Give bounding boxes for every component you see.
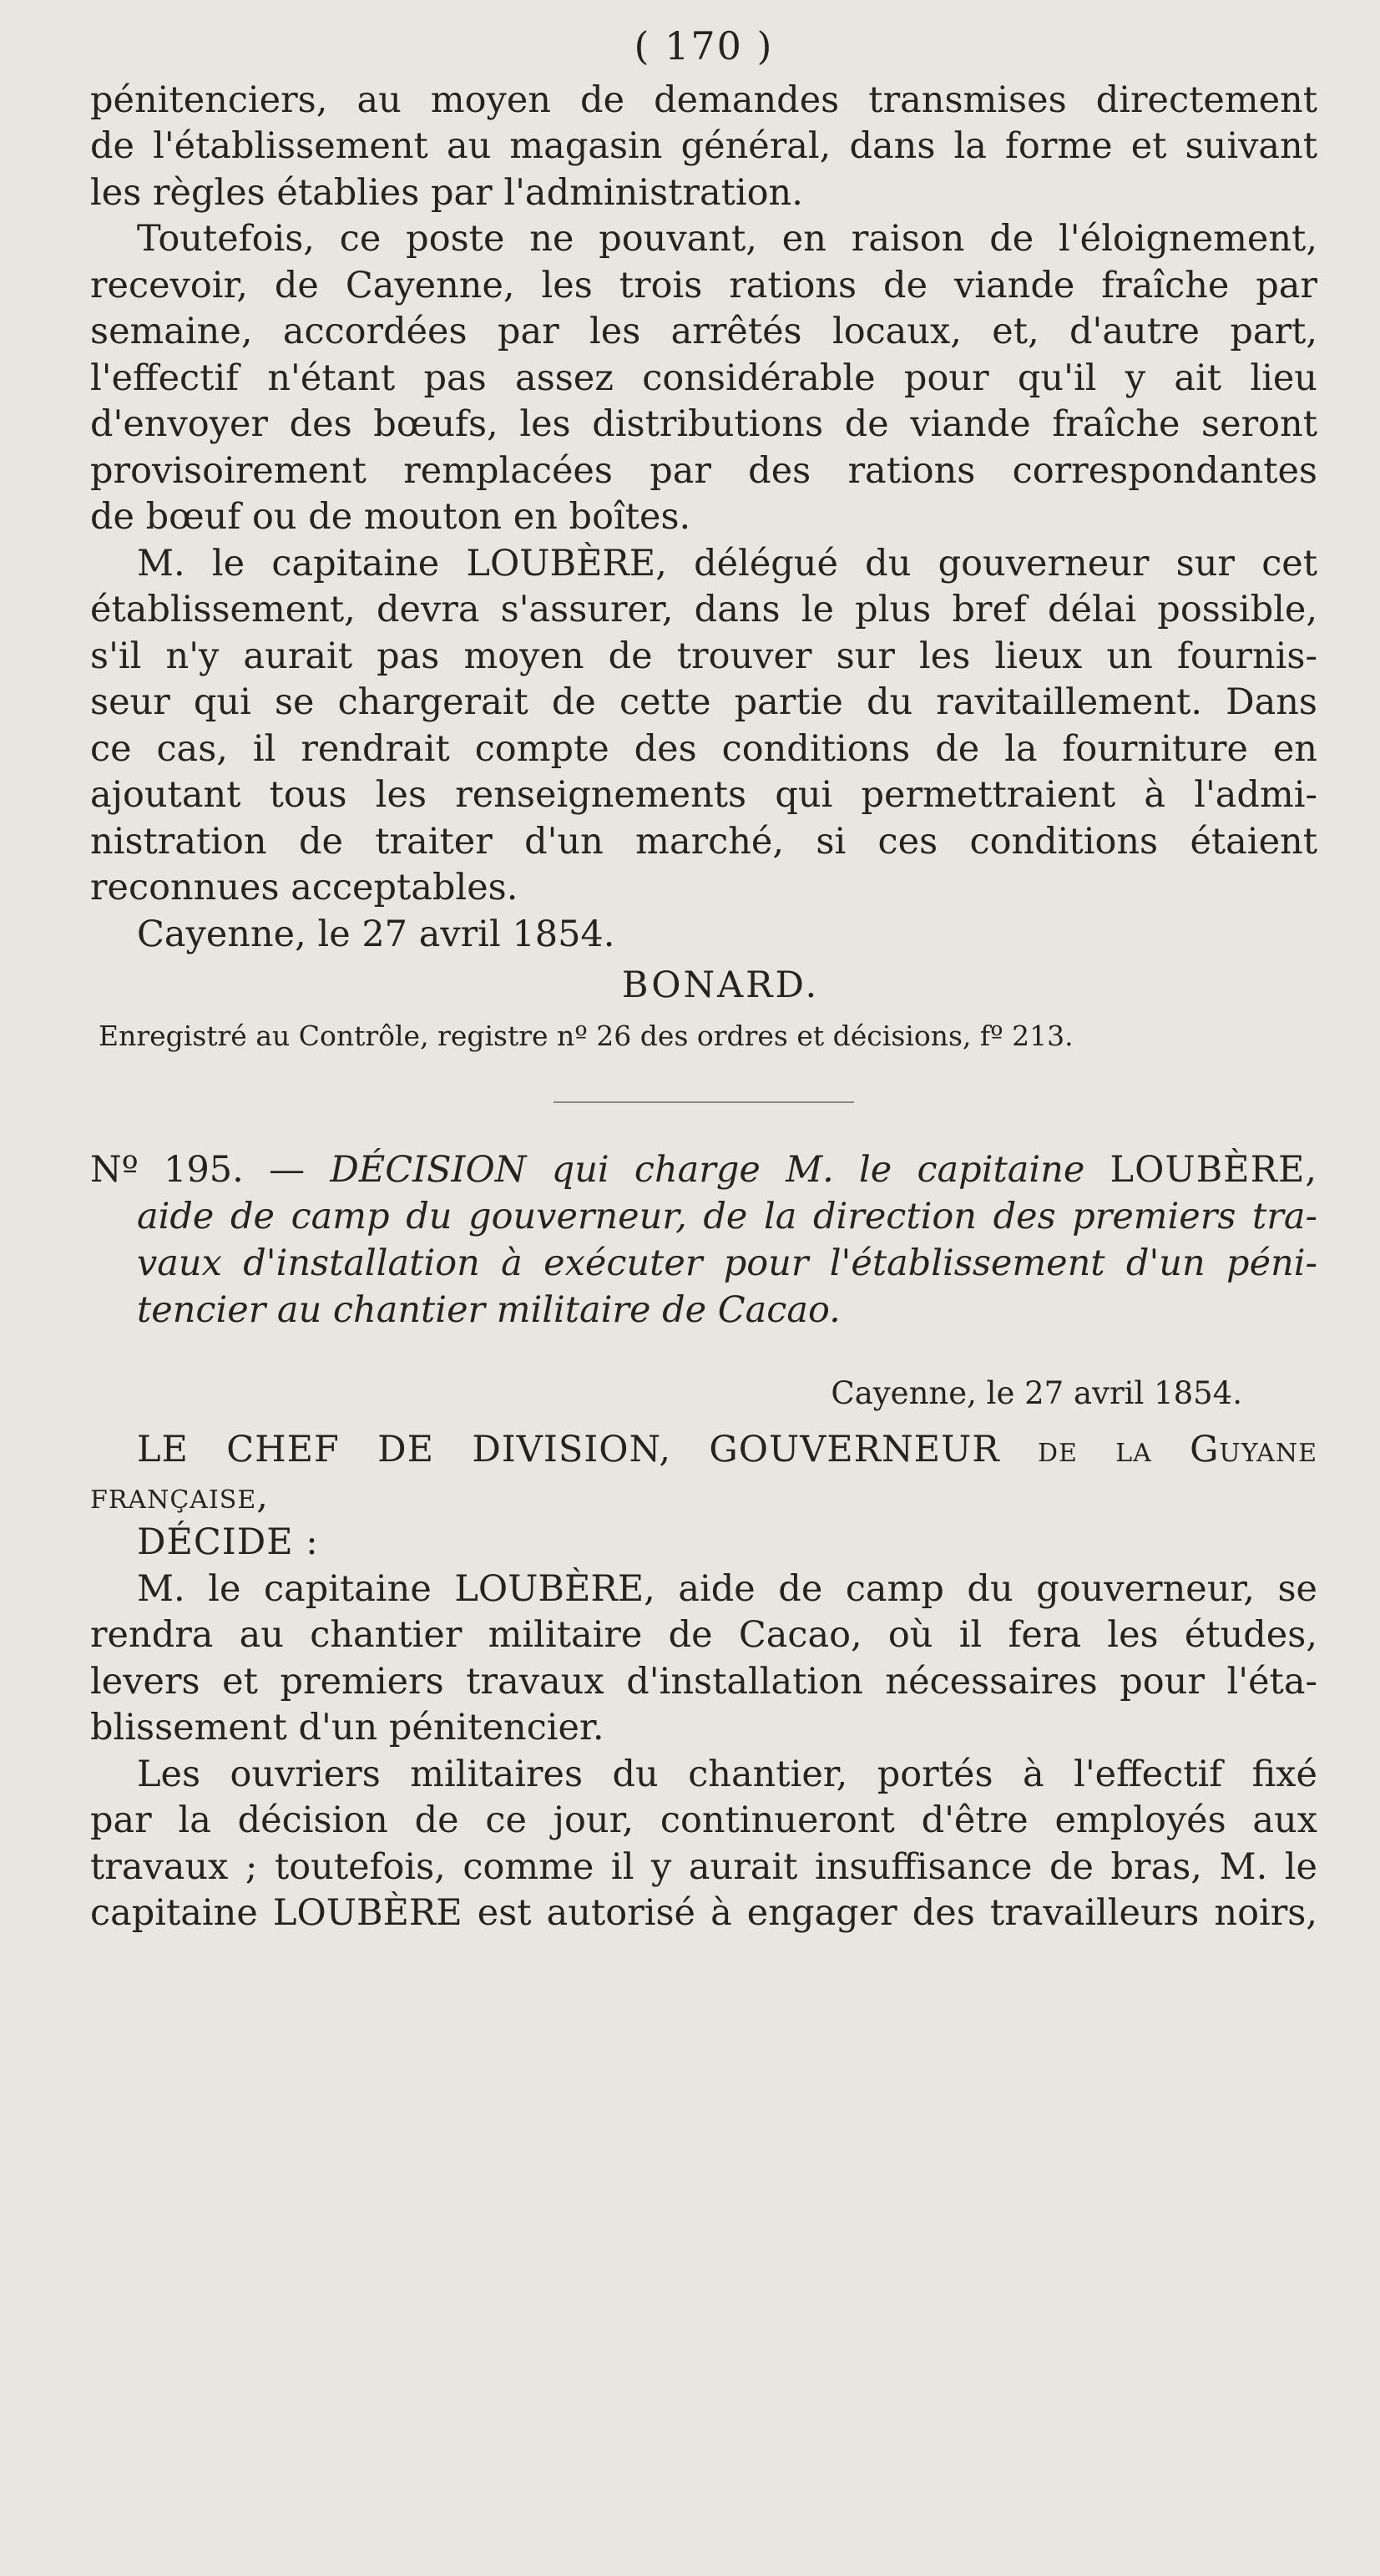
page-number: ( 170 ): [634, 23, 774, 68]
document-page: [90, 25, 1317, 1937]
text-line: pénitenciers, au moyen de demandes transmises directement: [90, 78, 1317, 121]
paragraph-p1: [90, 78, 1317, 217]
text-line: blissement d'un pénitencier.: [90, 1707, 604, 1749]
text-line: de l'établissement au magasin général, dans la forme et suivant: [90, 125, 1317, 168]
text-line: s'il n'y aurait pas moyen de trouver sur les lieux un fournis-: [90, 635, 1317, 677]
paragraph-d1: [90, 1427, 1317, 1520]
signature: BONARD.: [621, 964, 820, 1007]
text-line: seur qui se chargerait de cette partie du ravitaillement. Dans: [90, 681, 1317, 724]
text-line: provisoirement remplacées par des rations correspondantes: [90, 449, 1317, 492]
text-line: levers et premiers travaux d'installation nécessaires pour l'éta-: [90, 1660, 1317, 1703]
paragraph-d2: [90, 1520, 1317, 1566]
text-line: ajoutant tous les renseignements qui permettraient à l'admi-: [90, 774, 1317, 817]
text-line: Les ouvriers militaires du chantier, portés à l'effectif fixé: [137, 1753, 1317, 1795]
decision-person: LOUBÈRE,: [1110, 1149, 1317, 1192]
register-note: Enregistré au Contrôle, registre nº 26 des ordres et décisions, fº 213.: [99, 1020, 1074, 1053]
paragraph-p2: [90, 216, 1317, 541]
text-line: établissement, devra s'assurer, dans le plus bref délai possible,: [90, 589, 1317, 631]
text-line: DÉCIDE :: [137, 1521, 319, 1564]
paragraph-d4: [90, 1752, 1317, 1937]
decision-title-line: aide de camp du gouverneur, de la direction des premiers tra-: [137, 1196, 1317, 1238]
text-line: Toutefois, ce poste ne pouvant, en raison de l'éloignement,: [137, 218, 1317, 261]
text-line: travaux ; toutefois, comme il y aurait insuffisance de bras, M. le: [90, 1845, 1317, 1888]
text-line: l'effectif n'étant pas assez considérable pour qu'il y ait lieu: [90, 357, 1317, 399]
text-line: rendra au chantier militaire de Cacao, où il fera les études,: [90, 1614, 1317, 1657]
decision-date: Cayenne, le 27 avril 1854.: [831, 1375, 1242, 1412]
text-line: M. le capitaine LOUBÈRE, délégué du gouverneur sur cet: [137, 542, 1317, 585]
decision-title: [90, 1146, 1317, 1334]
text-line: semaine, accordées par les arrêtés locaux, et, d'autre part,: [90, 311, 1317, 353]
decision-title-line: [90, 1146, 1317, 1193]
text-line: les règles établies par l'administration.: [90, 171, 803, 214]
decision-title-line: vaux d'installation à exécuter pour l'établissement d'un péni-: [137, 1242, 1317, 1285]
text-line: Cayenne, le 27 avril 1854.: [137, 913, 615, 955]
text-line: M. le capitaine LOUBÈRE, aide de camp du gouverneur, se: [137, 1567, 1317, 1610]
text-line: reconnues acceptables.: [90, 867, 518, 909]
text-line: LE CHEF DE DIVISION, GOUVERNEUR de la Guyane française,: [90, 1429, 1317, 1517]
text-line: recevoir, de Cayenne, les trois rations de viande fraîche par: [90, 264, 1317, 306]
decision-text: [90, 1427, 1317, 1937]
decision-heading: DÉCISION qui charge M. le capitaine: [330, 1149, 1085, 1192]
paragraph-d3: [90, 1566, 1317, 1752]
paragraph-p4: [90, 912, 1317, 959]
text-line: d'envoyer des bœufs, les distributions de viande fraîche seront: [90, 403, 1317, 446]
paragraph-p3: [90, 541, 1317, 912]
text-line: par la décision de ce jour, continueront d'être employés aux: [90, 1799, 1317, 1842]
text-line: ce cas, il rendrait compte des conditions de la fourniture en: [90, 727, 1317, 770]
text-line: de bœuf ou de mouton en boîtes.: [90, 496, 691, 539]
section-divider: [554, 1101, 854, 1103]
decision-number: Nº 195. —: [90, 1149, 306, 1192]
decision-title-line: tencier au chantier militaire de Cacao.: [137, 1289, 841, 1332]
text-line: capitaine LOUBÈRE est autorisé à engager des travailleurs noirs,: [90, 1892, 1317, 1935]
order-text: [90, 78, 1317, 959]
text-line: nistration de traiter d'un marché, si ces conditions étaient: [90, 820, 1317, 863]
